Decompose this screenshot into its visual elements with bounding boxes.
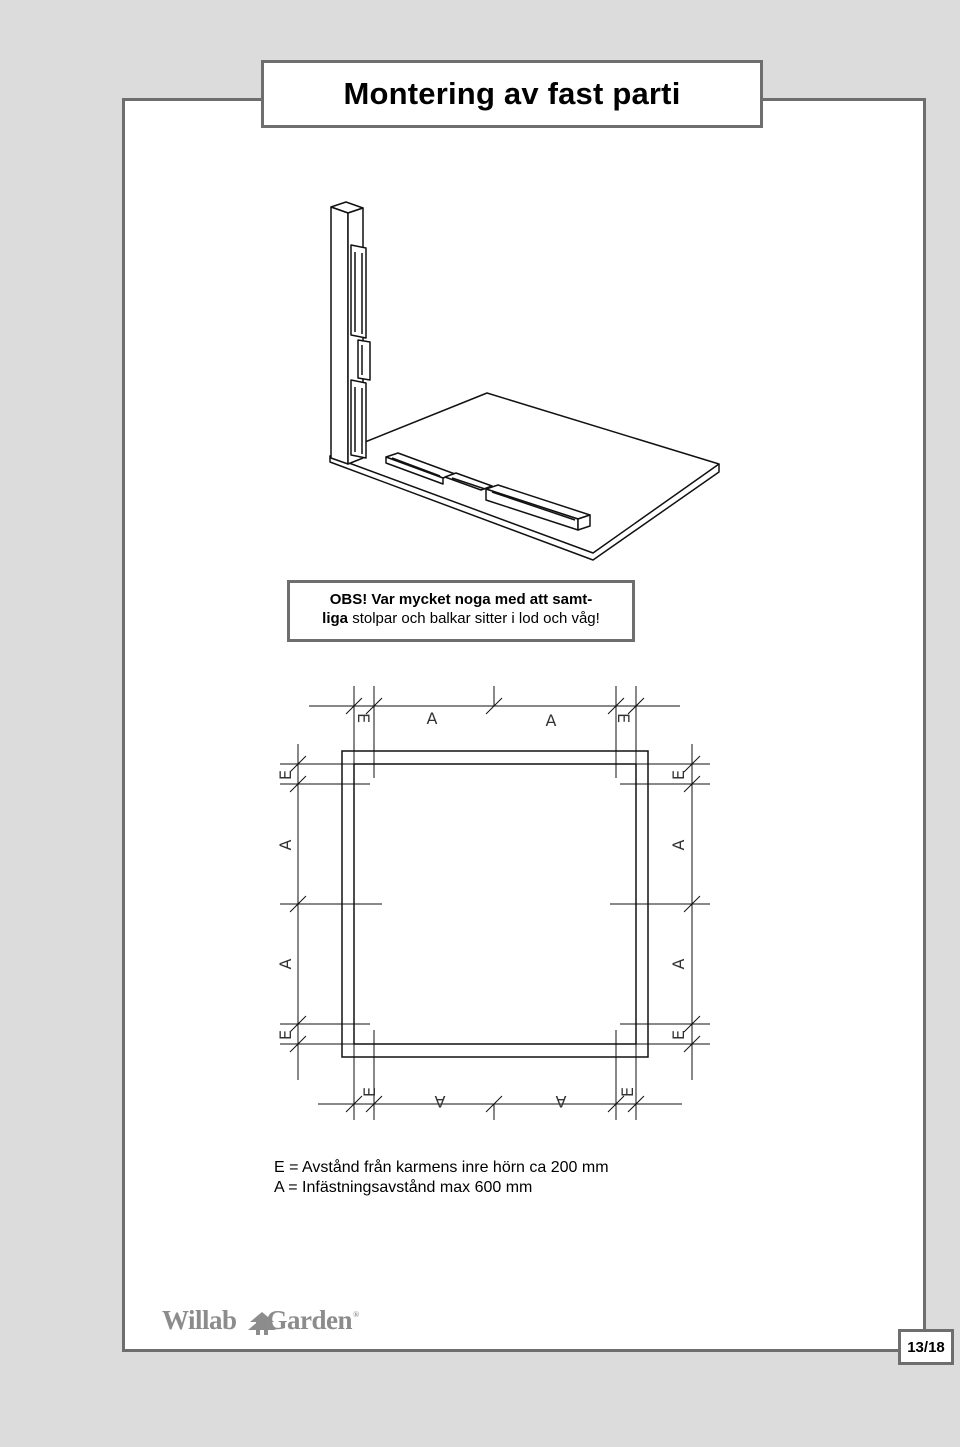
label-a-left-bottom: A [276,958,295,970]
label-a-bottom-left: A [434,1092,446,1111]
label-e-left-top: E [276,769,295,781]
warning-note [287,580,635,642]
label-e-left-bottom: E [276,1029,295,1041]
label-a-right-top: A [669,839,688,851]
label-e-top-right: E [614,712,633,724]
plan-frame [342,751,648,1057]
label-e-bottom-right: E [618,1086,637,1098]
note-line-2-text: stolpar och balkar sitter i lod och våg! [352,610,600,627]
floor-slab [330,393,719,553]
label-a-bottom-right: A [555,1092,567,1111]
note-obs: OBS! [329,591,368,608]
label-e-top-left: E [354,712,373,724]
logo-text-right: Garden [266,1305,353,1335]
note-liga: liga [322,610,349,627]
label-a-top-right: A [545,711,557,730]
note-line-2 [290,609,632,628]
dimension-labels [276,709,688,1111]
vertical-bracket [358,340,370,380]
legend-e: E = Avstånd från karmens inre hörn ca 200 mm [274,1159,609,1176]
legend [274,1158,609,1198]
isometric-illustration [330,202,719,560]
vertical-beam-upper [351,245,366,338]
label-a-top-left: A [426,709,438,728]
logo-text-left: Willab [162,1305,237,1335]
label-e-right-top: E [669,769,688,781]
post-front [331,207,348,464]
frame-inner [354,764,636,1044]
label-e-bottom-left: E [360,1086,379,1098]
note-line-1-text: Var mycket noga med att samt- [371,591,593,608]
logo-registered-mark: ® [353,1310,359,1319]
legend-a: A = Infästningsavstånd max 600 mm [274,1179,533,1196]
frame-outer [342,751,648,1057]
label-e-right-bottom: E [669,1029,688,1041]
note-line-1 [290,590,632,609]
page-title: Montering av fast parti [343,76,681,111]
label-a-left-top: A [276,839,295,851]
vertical-beam-lower [351,380,366,458]
willab-garden-logo [162,1296,359,1336]
page-number: 13/18 [898,1329,954,1365]
label-a-right-bottom: A [669,958,688,970]
